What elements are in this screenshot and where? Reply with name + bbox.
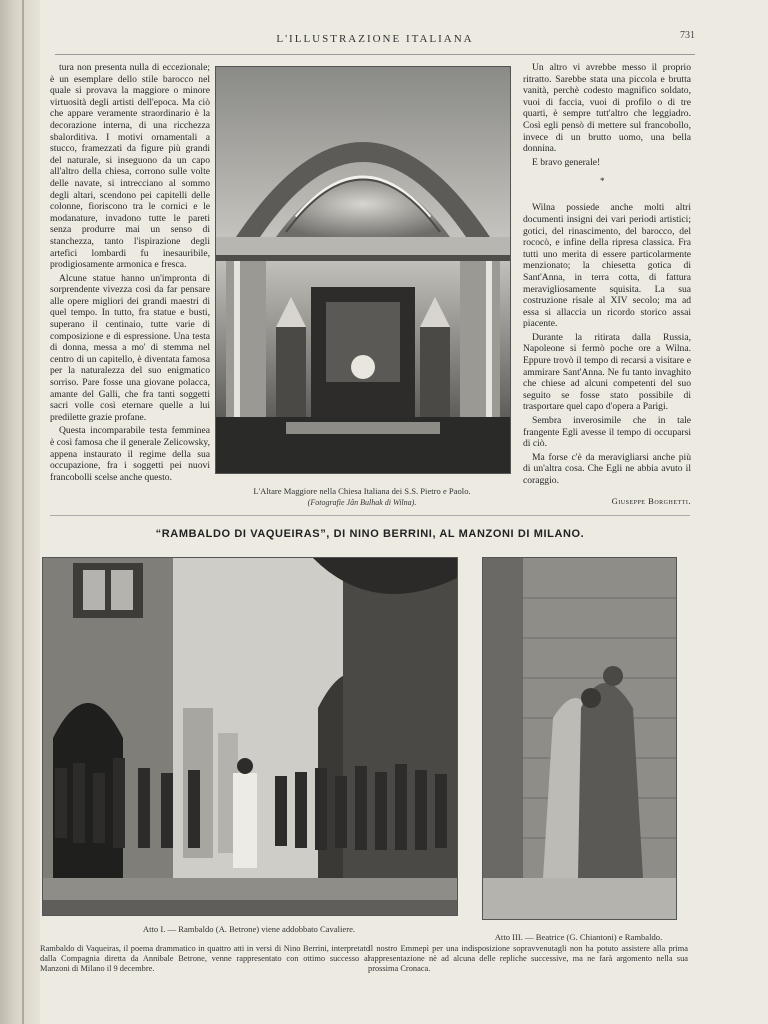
article-paragraph: Questa incomparabile testa femminea è così famosa che il generale Zelicowsky, appena instaurato il regime della sua occupazione, fra i soggetti pei nuovi francobolli scelse anche questo.	[50, 425, 210, 483]
caption-text: L'Altare Maggiore nella Chiesa Italiana dei S.S. Pietro e Paolo.	[253, 486, 471, 496]
article-paragraph: Wilna possiede anche molti altri documenti insigni dei vari periodi artistici; gotici, del rinascimento, del barocco, del rococò, e infine della ripresa classica. Fra tutti uno merita di essere particolarmente menzionato; la chiesetta gotica di Sant'Anna, in terra cotta, di fattura meravigliosamente squisita. La sua costruzione risale al XIV secolo; ma ad essa si allaccia un ricordo storico assai piacente.	[523, 202, 691, 330]
act3-photo	[482, 557, 677, 920]
theatre-paragraph-right: Il nostro Emmepì per una indisposizione sopravvenutagli non ha potuto assistere alla prima rappresentazione nè ad alcuna delle repliche successive, ma ne farà argomento nella sua prossima Cronaca.	[368, 944, 688, 973]
theatre-paragraph-left: Rambaldo di Vaqueiras, il poema drammatico in quattro atti in versi di Nino Berrini, interpretato dalla Compagnia diretta da Annibale Betrone, venne rappresentato con ottimo successo al Manzoni di Milano il 9 decembre.	[40, 944, 370, 973]
article-paragraph: Alcune statue hanno un'impronta di sorprendente vivezza così da far pensare alle opere migliori dei grandi maestri di quel tempo. In tutto, fra statue e busti, superano il centinaio, tutte varie di composizione e di espressione. Una testa di donna, messa a mo' di stemma nel centro di un capitello, è diventata famosa per la naturalezza del suo enigmatico sorriso. Pare fosse una giovane polacca, amante del Galli, che fra tanti soggetti sacri volle così eternare quelle a lui predilette grazie profane.	[50, 272, 210, 423]
act3-caption: Atto III. — Beatrice (G. Chiantoni) e Rambaldo.	[494, 932, 663, 942]
book-spine	[0, 0, 40, 1024]
article-paragraph: Durante la ritirata dalla Russia, Napoleone si fermò poche ore a Wilna. Eppure trovò il tempo di recarsi a visitare e ammirare Sant'Anna. Ne fu tanto invaghito che chiese ad alcuni competenti del suo seguito se fosse stato possibile di trasportare quel capo d'opera a Parigi.	[523, 331, 691, 413]
theatre-section-title: “RAMBALDO DI VAQUEIRAS”, DI NINO BERRINI, AL MANZONI DI MILANO.	[155, 528, 585, 540]
article-right-column	[523, 62, 691, 489]
photo-credit: (Fotografie Jân Bulhak di Wilna).	[307, 498, 417, 507]
article-paragraph: Sembra inverosimile che in tale frangente Egli avesse il tempo di occuparsi di ciò.	[523, 415, 691, 450]
act1-caption: Atto I. — Rambaldo (A. Betrone) viene addobbato Cavaliere.	[142, 924, 356, 934]
page-header	[55, 30, 695, 55]
article-paragraph: Un altro vi avrebbe messo il proprio ritratto. Sarebbe stata una piccola e brutta vanità, perchè codesto magnifico soldato, vuoi di faccia, vuoi di profilo o di tre quarti, è sempre tutt'altro che leggiadro. Così egli pensò di mettere sul francobollo, invece di un brutto uomo, una bella donnina.	[523, 62, 691, 155]
section-divider	[50, 515, 690, 516]
spine-fold	[22, 0, 24, 1024]
article-left-column	[50, 62, 210, 485]
article-paragraph: tura non presenta nulla di eccezionale; è un esemplare dello stile barocco nel quale si provava la maggiore o minore virtuosità degli artisti dell'epoca. Ma ciò che appare veramente straordinario è la decorazione interna, di una ricchezza sbalorditiva. I motivi ornamentali a stucco, framezzati da figure più grandi del naturale, si inseguono da un capo all'altro della chiesa, corrono sulle volte delle navate, si intrecciano al sommo degli altari, scendono pei capitelli delle colonne, fioriscono tra le cornici e le modanature, invadono tutte le pareti senza produrre mai un senso di stanchezza, tanto l'ispirazione degli artefici lombardi fu inesauribile, prodigiosamente armonica e fresca.	[50, 62, 210, 271]
altar-photo-caption	[215, 486, 509, 508]
author-signature: Giuseppe Borghetti.	[611, 496, 691, 506]
masthead: L'ILLUSTRAZIONE ITALIANA	[276, 33, 474, 45]
section-separator: *	[600, 176, 605, 186]
article-paragraph: E bravo generale!	[532, 156, 601, 168]
altar-photo	[215, 66, 511, 474]
page-number: 731	[680, 30, 695, 41]
act1-photo	[42, 557, 458, 916]
article-paragraph: Ma forse c'è da meravigliarsi anche più di un'altra cosa. Che Egli ne abbia avuto il coraggio.	[523, 451, 691, 486]
